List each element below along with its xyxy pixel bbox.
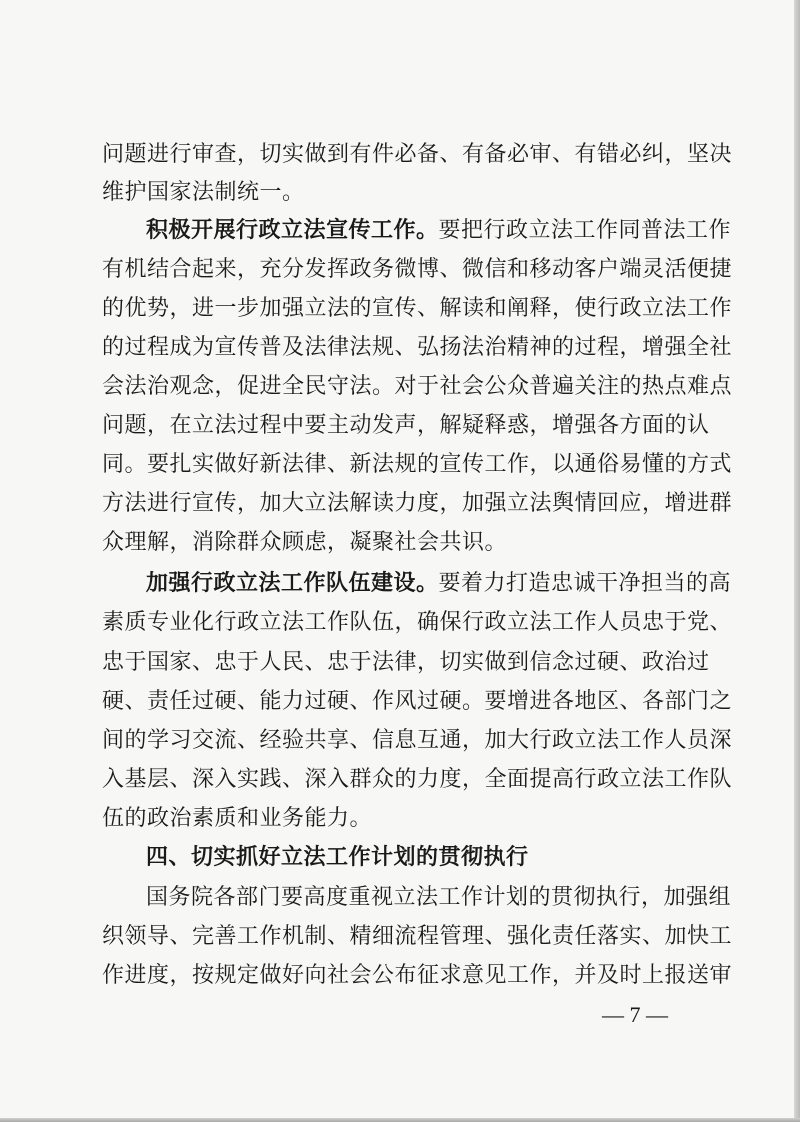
paragraph-3-line-6: 入基层、深入实践、深入群众的力度，全面提高行政立法工作队 bbox=[102, 767, 733, 792]
paragraph-3-first-rest: 要着力打造忠诚干净担当的高 bbox=[438, 571, 732, 596]
paragraph-4-line-1: 国务院各部门要高度重视立法工作计划的贯彻执行，加强组 bbox=[146, 885, 732, 910]
paragraph-1-line-2: 维护国家法制统一。 bbox=[102, 180, 305, 205]
paragraph-4-line-3: 作进度，按规定做好向社会公布征求意见工作，并及时上报送审 bbox=[102, 963, 733, 988]
paragraph-2-line-5: 会法治观念，促进全民守法。对于社会公众普遍关注的热点难点 bbox=[102, 374, 733, 399]
paragraph-2-line-7: 同。要扎实做好新法律、新法规的宣传工作，以通俗易懂的方式 bbox=[102, 452, 733, 477]
paragraph-2-line-1 bbox=[146, 216, 732, 246]
page-number: — 7 — bbox=[602, 1002, 668, 1027]
paragraph-3-line-2: 素质专业化行政立法工作队伍，确保行政立法工作人员忠于党、 bbox=[102, 610, 733, 635]
section-heading-4: 四、切实抓好立法工作计划的贯彻执行 bbox=[146, 845, 529, 870]
paragraph-3-line-7: 伍的政治素质和业务能力。 bbox=[102, 806, 373, 831]
scan-edge-bottom bbox=[0, 1118, 800, 1122]
paragraph-2-line-9: 众理解，消除群众顾虑，凝聚社会共识。 bbox=[102, 530, 508, 555]
paragraph-2-line-8: 方法进行宣传，加大立法解读力度，加强立法舆情回应，增进群 bbox=[102, 491, 733, 516]
paragraph-2-line-3: 的优势，进一步加强立法的宣传、解读和阐释，使行政立法工作 bbox=[102, 296, 733, 321]
scan-edge-right bbox=[794, 0, 800, 1122]
paragraph-4-line-2: 织领导、完善工作机制、精细流程管理、强化责任落实、加快工 bbox=[102, 924, 733, 949]
paragraph-1-line-1: 问题进行审查，切实做到有件必备、有备必审、有错必纠，坚决 bbox=[102, 142, 733, 167]
paragraph-2-line-6: 问题，在立法过程中要主动发声，解疑释惑，增强各方面的认 bbox=[102, 413, 710, 438]
paragraph-3-lead-heading: 加强行政立法工作队伍建设。 bbox=[146, 571, 439, 596]
paragraph-2-first-rest: 要把行政立法工作同普法工作 bbox=[438, 218, 732, 243]
paragraph-3-line-4: 硬、责任过硬、能力过硬、作风过硬。要增进各地区、各部门之 bbox=[102, 689, 733, 714]
paragraph-3-line-3: 忠于国家、忠于人民、忠于法律，切实做到信念过硬、政治过 bbox=[102, 650, 710, 675]
paragraph-3-line-1 bbox=[146, 569, 732, 599]
paragraph-2-line-2: 有机结合起来，充分发挥政务微博、微信和移动客户端灵活便捷 bbox=[102, 257, 733, 282]
paragraph-2-lead-heading: 积极开展行政立法宣传工作。 bbox=[146, 218, 439, 243]
paragraph-3-line-5: 间的学习交流、经验共享、信息互通，加大行政立法工作人员深 bbox=[102, 728, 733, 753]
paragraph-2-line-4: 的过程成为宣传普及法律法规、弘扬法治精神的过程，增强全社 bbox=[102, 335, 733, 360]
